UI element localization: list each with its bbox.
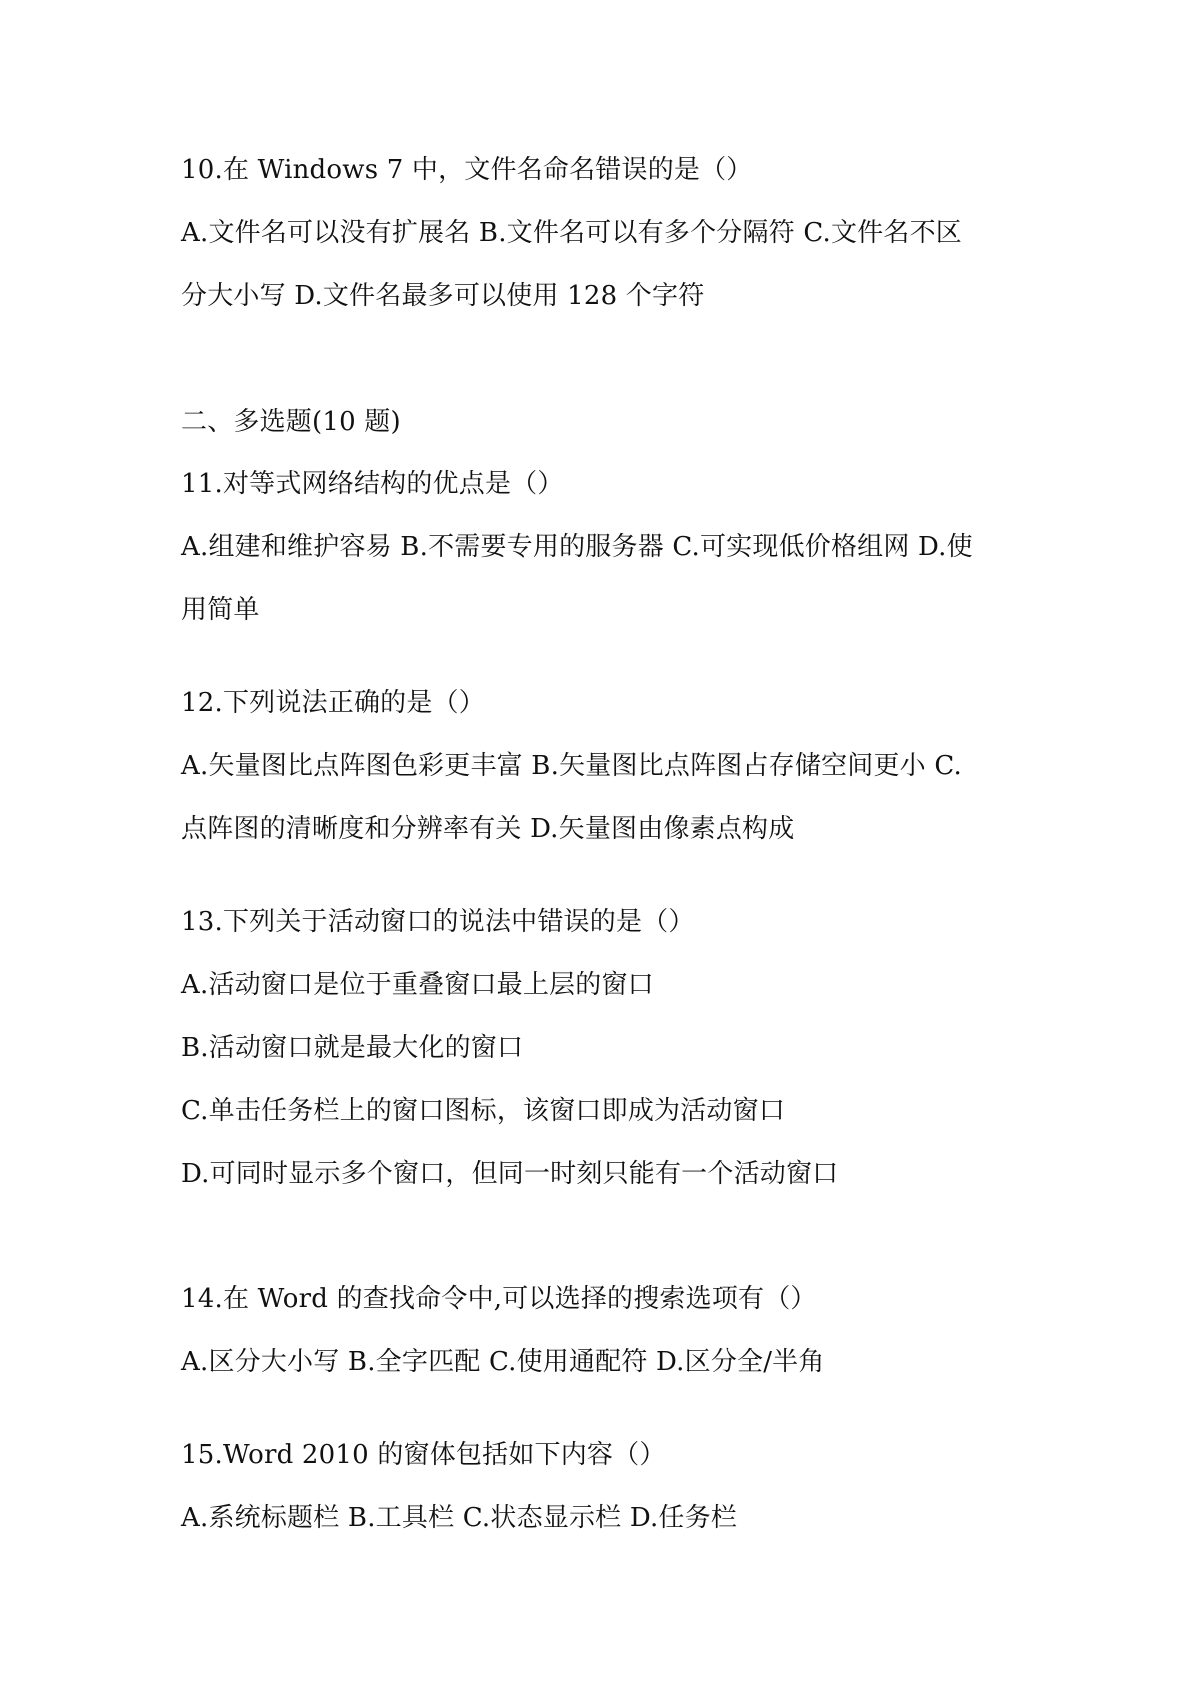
question-14-options-line-1: A.区分大小写 B.全字匹配 C.使用通配符 D.区分全/半角 [181, 1347, 825, 1377]
question-12-title: 12.下列说法正确的是（） [181, 688, 485, 718]
question-15-title: 15.Word 2010 的窗体包括如下内容（） [181, 1440, 666, 1470]
question-12-options-line-1: A.矢量图比点阵图色彩更丰富 B.矢量图比点阵图占存储空间更小 C. [181, 751, 962, 781]
section-heading-multiple-choice: 二、多选题(10 题) [181, 407, 401, 437]
question-11-title: 11.对等式网络结构的优点是（） [181, 469, 564, 499]
question-12-options-line-2: 点阵图的清晰度和分辨率有关 D.矢量图由像素点构成 [181, 814, 795, 844]
question-14-title: 14.在 Word 的查找命令中,可以选择的搜索选项有（） [181, 1284, 817, 1314]
question-10-options-line-2: 分大小写 D.文件名最多可以使用 128 个字符 [181, 281, 705, 311]
question-11-options-line-2: 用简单 [181, 595, 260, 625]
question-13-title: 13.下列关于活动窗口的说法中错误的是（） [181, 907, 695, 937]
question-13-option-a: A.活动窗口是位于重叠窗口最上层的窗口 [181, 970, 654, 1000]
question-10-title: 10.在 Windows 7 中，文件名命名错误的是（） [181, 155, 753, 185]
question-15-options-line-1: A.系统标题栏 B.工具栏 C.状态显示栏 D.任务栏 [181, 1503, 738, 1533]
question-13-option-b: B.活动窗口就是最大化的窗口 [181, 1033, 524, 1063]
question-13-option-c: C.单击任务栏上的窗口图标，该窗口即成为活动窗口 [181, 1096, 786, 1126]
question-13-option-d: D.可同时显示多个窗口，但同一时刻只能有一个活动窗口 [181, 1159, 839, 1189]
question-10-options-line-1: A.文件名可以没有扩展名 B.文件名可以有多个分隔符 C.文件名不区 [181, 218, 962, 248]
question-11-options-line-1: A.组建和维护容易 B.不需要专用的服务器 C.可实现低价格组网 D.使 [181, 532, 973, 562]
